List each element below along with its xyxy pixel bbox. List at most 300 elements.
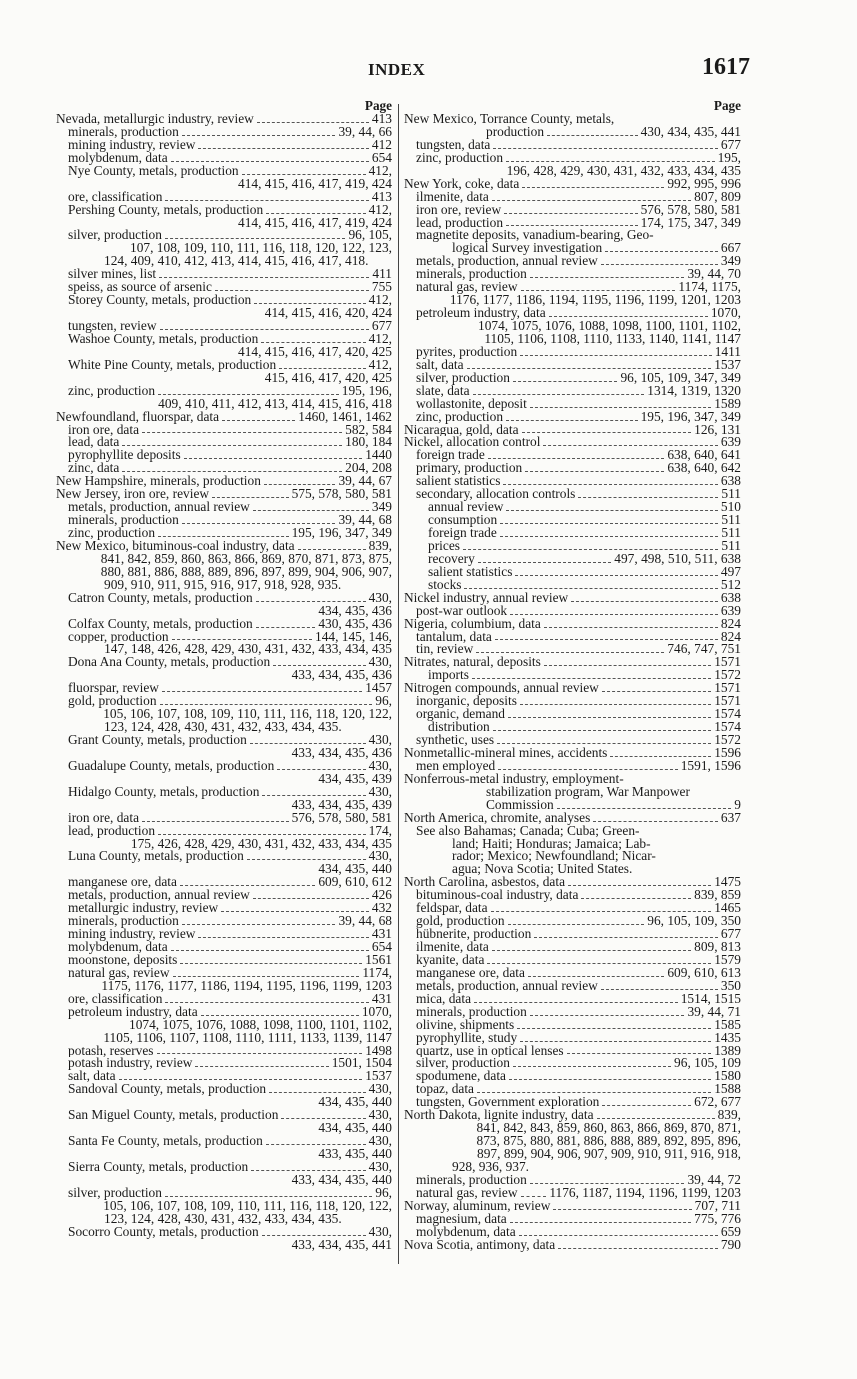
- index-entry: [56, 760, 392, 773]
- page-references: 1596: [714, 746, 741, 760]
- index-entry-text-line: [56, 721, 392, 734]
- entry-text: ore, classification: [68, 190, 163, 204]
- page-references: 1174, 1175,: [678, 281, 741, 295]
- page-references: 1074, 1075, 1076, 1088, 1098, 1100, 1101, 1102,: [478, 320, 741, 333]
- index-entry: [404, 876, 741, 889]
- dot-leader: [547, 126, 638, 136]
- index-entry: [56, 1161, 392, 1174]
- index-entry: [404, 695, 741, 708]
- index-entry: [404, 398, 741, 411]
- index-entry: [56, 993, 392, 1006]
- dot-leader: [568, 876, 711, 886]
- page-references: 349: [720, 255, 741, 269]
- dot-leader: [201, 1006, 359, 1016]
- entry-text: prices: [428, 539, 460, 553]
- page-references: 639: [720, 604, 741, 618]
- index-entry: [404, 372, 741, 385]
- index-entry-text-line: [404, 1161, 741, 1174]
- dot-leader: [597, 1109, 715, 1119]
- entry-text: North Dakota, lignite industry, data: [404, 1109, 594, 1123]
- entry-text: recovery: [428, 552, 475, 566]
- dot-leader: [520, 695, 711, 705]
- page-references: 1574: [714, 721, 741, 734]
- index-entry: [56, 734, 392, 747]
- page-references: 1460, 1461, 1462: [298, 410, 392, 424]
- index-entry: [404, 139, 741, 152]
- dot-leader: [506, 501, 717, 511]
- dot-leader: [530, 398, 711, 408]
- entry-text: salt, data: [68, 1070, 116, 1084]
- index-entry: [404, 1109, 741, 1122]
- page-references: 677: [371, 320, 392, 333]
- page-column-label: Page: [364, 98, 392, 113]
- dot-leader: [215, 281, 369, 291]
- dot-leader: [519, 1226, 718, 1236]
- dot-leader: [158, 527, 289, 537]
- entry-text: consumption: [428, 514, 498, 527]
- entry-text: gold, production: [416, 915, 505, 929]
- entry-text: land; Haiti; Honduras; Jamaica; Lab-: [452, 837, 651, 851]
- page-references: 144, 145, 146,: [315, 630, 392, 644]
- page-references: 1389: [714, 1044, 741, 1058]
- index-entry: [56, 1187, 392, 1200]
- page-references: 1589: [714, 397, 741, 411]
- index-entry: [404, 902, 741, 915]
- index-entry-text-line: [404, 786, 741, 799]
- page-references: 1174,: [362, 966, 392, 980]
- index-entry-text-line: [56, 255, 392, 268]
- entry-text: New Jersey, iron ore, review: [56, 488, 210, 502]
- index-entry: [404, 514, 741, 527]
- dot-leader: [251, 1161, 365, 1171]
- index-entry: [56, 941, 392, 954]
- index-entry: [56, 268, 392, 281]
- index-entry: [404, 255, 741, 268]
- dot-leader: [509, 1070, 711, 1080]
- index-entry: [404, 682, 741, 695]
- page-reference-continuation: [56, 1096, 392, 1109]
- index-entry-list: [404, 113, 741, 1252]
- index-entry: [56, 1226, 392, 1239]
- dot-leader: [222, 411, 295, 421]
- dot-leader: [544, 618, 718, 628]
- index-entry: [56, 436, 392, 449]
- page-reference-continuation: [404, 1135, 741, 1148]
- index-entry: [56, 229, 392, 242]
- index-entry: [404, 346, 741, 359]
- dot-leader: [478, 553, 611, 563]
- dot-leader: [261, 333, 365, 343]
- page-references: 39, 44, 72: [687, 1173, 741, 1187]
- dot-leader: [472, 669, 711, 679]
- page-references: 96, 105, 109, 347, 349: [620, 371, 741, 385]
- entry-text: iron ore, data: [68, 811, 140, 825]
- dot-leader: [492, 941, 691, 951]
- page-reference-continuation: [56, 605, 392, 618]
- dot-leader: [506, 217, 638, 227]
- entry-text: 124, 409, 410, 412, 413, 414, 415, 416, 417, 418.: [104, 255, 369, 269]
- page-references: 409, 410, 411, 412, 413, 414, 415, 416, 418: [158, 397, 392, 411]
- page-references: 1176, 1187, 1194, 1196, 1199, 1203: [549, 1186, 741, 1200]
- page-reference-continuation: [56, 643, 392, 656]
- entry-text: foreign trade: [416, 449, 485, 463]
- index-entry: [404, 656, 741, 669]
- page-references: 582, 584: [345, 423, 392, 437]
- index-entry: [56, 462, 392, 475]
- page-references: 638: [720, 591, 741, 605]
- entry-text: synthetic, uses: [416, 734, 495, 747]
- dot-leader: [182, 514, 336, 524]
- page-references: 413: [371, 190, 392, 204]
- page-references: 432: [371, 902, 392, 916]
- dot-leader: [581, 889, 691, 899]
- page-references: 511: [721, 514, 741, 527]
- dot-leader: [495, 631, 718, 641]
- dot-leader: [159, 268, 369, 278]
- index-entry: [56, 695, 392, 708]
- dot-leader: [578, 488, 718, 498]
- page-reference-continuation: [56, 566, 392, 579]
- page-references: 349: [371, 501, 392, 515]
- index-entry: [56, 320, 392, 333]
- dot-leader: [474, 993, 678, 1003]
- page-references: 659: [720, 1225, 741, 1239]
- entry-text: wollastonite, deposit: [416, 397, 527, 411]
- page-references: 1591, 1596: [680, 759, 741, 773]
- page-references: 39, 44, 71: [687, 1005, 741, 1019]
- page-references: 824: [720, 617, 741, 631]
- page-references: 497: [720, 565, 741, 579]
- index-entry: [56, 113, 392, 126]
- dot-leader: [488, 449, 665, 459]
- entry-text: 928, 936, 937.: [452, 1160, 529, 1174]
- index-entry: [404, 941, 741, 954]
- entry-text: Nitrates, natural, deposits: [404, 656, 541, 670]
- dot-leader: [160, 695, 373, 705]
- entry-text: New Mexico, bituminous-coal industry, data: [56, 539, 295, 553]
- entry-text: tungsten, review: [68, 320, 157, 333]
- entry-text: Nonferrous-metal industry, employment-: [404, 772, 624, 786]
- page-references: 1580: [714, 1070, 741, 1084]
- entry-text: Newfoundland, fluorspar, data: [56, 410, 220, 424]
- page-references: 880, 881, 886, 888, 889, 896, 897, 899, 904, 906, 907,: [100, 565, 392, 579]
- page-references: 411: [372, 268, 392, 282]
- entry-text: natural gas, review: [68, 966, 170, 980]
- entry-text: metals, production, annual review: [68, 501, 250, 515]
- dot-leader: [476, 643, 664, 653]
- column-divider: [398, 104, 399, 1264]
- page-reference-continuation: [56, 1239, 392, 1252]
- page-reference-continuation: [56, 1200, 392, 1213]
- index-entry: [404, 618, 741, 631]
- page-references: 1074, 1075, 1076, 1088, 1098, 1100, 1101, 1102,: [129, 1018, 392, 1032]
- entry-text: Sierra County, metals, production: [68, 1160, 249, 1174]
- index-entry: [404, 1070, 741, 1083]
- entry-text: organic, demand: [416, 708, 505, 722]
- page-references: 434, 435, 440: [318, 863, 392, 877]
- index-entry: [56, 385, 392, 398]
- page-references: 96, 105,: [348, 229, 392, 243]
- page-reference-continuation: [56, 838, 392, 851]
- page-references: 434, 435, 440: [318, 1122, 392, 1136]
- page-references: 39, 44, 66: [338, 125, 392, 139]
- page-references: 839, 859: [694, 889, 741, 903]
- dot-leader: [262, 1226, 366, 1236]
- dot-leader: [269, 1083, 365, 1093]
- dot-leader: [247, 850, 366, 860]
- page-references: 174, 175, 347, 349: [640, 216, 741, 230]
- entry-text: silver mines, list: [68, 268, 157, 282]
- dot-leader: [221, 902, 369, 912]
- index-entry: [404, 307, 741, 320]
- index-entry: [404, 592, 741, 605]
- dot-leader: [601, 980, 718, 990]
- page-references: 414, 415, 416, 420, 424: [264, 307, 392, 320]
- dot-leader: [266, 1135, 366, 1145]
- page-references: 96,: [375, 1186, 392, 1200]
- page-references: 1501, 1504: [331, 1057, 392, 1071]
- page-references: 195, 196,: [341, 384, 392, 398]
- entry-text: moonstone, deposits: [68, 953, 178, 967]
- page-references: 431: [371, 928, 392, 941]
- entry-text: ilmenite, data: [416, 190, 489, 204]
- index-entry: [404, 1174, 741, 1187]
- dot-leader: [530, 1006, 685, 1016]
- page-references: 415, 416, 417, 420, 425: [264, 371, 392, 385]
- entry-text: silver, production: [68, 1186, 162, 1200]
- entry-text: topaz, data: [416, 1083, 474, 1097]
- dot-leader: [602, 1096, 691, 1106]
- dot-leader: [184, 449, 363, 459]
- page-references: 433, 435, 440: [318, 1148, 392, 1161]
- page-references: 1475: [714, 876, 741, 890]
- entry-text: salt, data: [416, 358, 464, 372]
- page-reference-continuation: [404, 1148, 741, 1161]
- page-references: 1537: [365, 1070, 392, 1084]
- index-entry: [404, 708, 741, 721]
- dot-leader: [610, 747, 711, 757]
- index-entry: [56, 954, 392, 967]
- index-entry: [404, 281, 741, 294]
- index-entry-text-line: [404, 113, 741, 126]
- index-entry: [404, 1045, 741, 1058]
- entry-text: Nitrogen compounds, annual review: [404, 682, 599, 696]
- index-entry: [56, 281, 392, 294]
- entry-text: mining industry, review: [68, 138, 196, 152]
- entry-text: tungsten, Government exploration: [416, 1096, 600, 1110]
- page-references: 174,: [368, 824, 392, 838]
- dot-leader: [281, 1109, 365, 1119]
- page-references: 430,: [368, 656, 392, 670]
- page-references: 434, 435, 436: [318, 604, 392, 618]
- dot-leader: [119, 1070, 363, 1080]
- page-references: 746, 747, 751: [667, 643, 741, 657]
- index-entry: [404, 915, 741, 928]
- entry-text: metals, production, annual review: [416, 255, 598, 269]
- index-entry: [56, 191, 392, 204]
- entry-text: metals, production, annual review: [68, 889, 250, 903]
- dot-leader: [506, 411, 638, 421]
- entry-text: production: [486, 125, 545, 139]
- entry-text: New York, coke, data: [404, 177, 520, 191]
- index-entry: [56, 424, 392, 437]
- dot-leader: [601, 255, 718, 265]
- index-entry: [56, 501, 392, 514]
- entry-text: Nonmetallic-mineral mines, accidents: [404, 746, 608, 760]
- page-references: 1585: [714, 1018, 741, 1032]
- entry-text: pyrophyllite deposits: [68, 449, 181, 463]
- index-entry: [404, 734, 741, 747]
- dot-leader: [122, 462, 342, 472]
- dot-leader: [492, 191, 691, 201]
- dot-leader: [602, 682, 711, 692]
- index-entry: [404, 760, 741, 773]
- dot-leader: [266, 204, 365, 214]
- entry-text: imports: [428, 669, 469, 683]
- page-references: 654: [371, 151, 392, 165]
- page-references: 841, 842, 843, 859, 860, 863, 866, 869, 870, 871,: [476, 1122, 741, 1136]
- dot-leader: [160, 320, 369, 330]
- entry-text: olivine, shipments: [416, 1018, 515, 1032]
- page-references: 575, 578, 580, 581: [291, 488, 392, 502]
- page-references: 1574: [714, 708, 741, 722]
- entry-text: manganese ore, data: [416, 966, 525, 980]
- dot-leader: [256, 592, 366, 602]
- dot-leader: [463, 540, 718, 550]
- page-references: 39, 44, 68: [338, 514, 392, 527]
- index-entry: [56, 527, 392, 540]
- dot-leader: [157, 1045, 363, 1055]
- entry-text: potash, reserves: [68, 1044, 154, 1058]
- dot-leader: [277, 760, 365, 770]
- page-references: 39, 44, 68: [338, 915, 392, 929]
- dot-leader: [253, 889, 369, 899]
- page-references: 180, 184: [345, 436, 392, 450]
- index-entry: [56, 152, 392, 165]
- dot-leader: [522, 424, 692, 434]
- page-references: 755: [371, 281, 392, 295]
- index-entry-text-line: [404, 825, 741, 838]
- page-references: 1314, 1319, 1320: [647, 384, 741, 398]
- page-references: 667: [720, 242, 741, 256]
- page-references: 824: [720, 630, 741, 644]
- page-references: 639: [720, 436, 741, 450]
- entry-text: Nickel, allocation control: [404, 436, 541, 450]
- entry-text: 909, 910, 911, 915, 916, 917, 918, 928, 935.: [104, 578, 342, 592]
- dot-leader: [254, 294, 365, 304]
- page-references: 96,: [375, 695, 392, 709]
- entry-text: natural gas, review: [416, 281, 518, 295]
- entry-text: Nigeria, columbium, data: [404, 617, 541, 631]
- index-entry: [56, 812, 392, 825]
- entry-text: magnetite deposits, vanadium-bearing, Geo-: [416, 229, 654, 243]
- page-references: 430,: [368, 591, 392, 605]
- dot-leader: [165, 191, 368, 201]
- page-references: 196, 428, 429, 430, 431, 432, 433, 434, 435: [506, 164, 741, 178]
- page-references: 1411: [714, 345, 741, 359]
- entry-text: Catron County, metals, production: [68, 591, 253, 605]
- entry-text: petroleum industry, data: [68, 1005, 198, 1019]
- page-references: 1579: [714, 953, 741, 967]
- index-entry-text-line: [404, 850, 741, 863]
- index-entry: [56, 1070, 392, 1083]
- index-entry: [56, 902, 392, 915]
- entry-text: zinc, data: [68, 462, 120, 476]
- entry-text: 123, 124, 428, 430, 431, 432, 433, 434, 435.: [104, 721, 342, 734]
- entry-text: agua; Nova Scotia; United States.: [452, 863, 633, 877]
- page-references: 1498: [365, 1044, 392, 1058]
- dot-leader: [530, 1174, 685, 1184]
- entry-text: 123, 124, 428, 430, 431, 432, 433, 434, 435.: [104, 1212, 342, 1226]
- index-entry: [404, 928, 741, 941]
- page-references: 677: [720, 928, 741, 941]
- entry-text: minerals, production: [416, 1005, 527, 1019]
- page-references: 430,: [368, 850, 392, 864]
- index-entry: [56, 915, 392, 928]
- dot-leader: [497, 734, 711, 744]
- page-references: 1465: [714, 902, 741, 916]
- index-entry: [56, 204, 392, 217]
- index-entry: [404, 566, 741, 579]
- dot-leader: [500, 514, 718, 524]
- page-references: 677: [720, 138, 741, 152]
- page-reference-continuation: [56, 1019, 392, 1032]
- index-entry: [56, 889, 392, 902]
- index-entry: [56, 1045, 392, 1058]
- page-references: 175, 426, 428, 429, 430, 431, 432, 433, 434, 435: [130, 837, 392, 851]
- entry-text: silver, production: [416, 1057, 510, 1071]
- index-entry-list: [56, 113, 392, 1252]
- page-references: 1070,: [361, 1005, 392, 1019]
- index-entry: [404, 268, 741, 281]
- entry-text: zinc, production: [416, 151, 504, 165]
- index-entry: [56, 126, 392, 139]
- page-references: 431: [371, 992, 392, 1006]
- page-references: 672, 677: [694, 1096, 741, 1110]
- index-entry-text-line: [404, 773, 741, 786]
- dot-leader: [158, 385, 339, 395]
- page-references: 412,: [368, 332, 392, 346]
- page-reference-continuation: [404, 1122, 741, 1135]
- entry-text: spodumene, data: [416, 1070, 506, 1084]
- page-references: 430,: [368, 785, 392, 799]
- entry-text: gold, production: [68, 695, 157, 709]
- page-reference-continuation: [56, 1122, 392, 1135]
- index-entry: [404, 359, 741, 372]
- page-references: 1435: [714, 1031, 741, 1045]
- page-reference-continuation: [56, 372, 392, 385]
- index-entry: [404, 631, 741, 644]
- entry-text: rador; Mexico; Newfoundland; Nicar-: [452, 850, 656, 864]
- page-references: 576, 578, 580, 581: [291, 811, 392, 825]
- entry-text: lead, production: [416, 216, 504, 230]
- dot-leader: [142, 812, 289, 822]
- index-entry: [404, 436, 741, 449]
- page-references: 107, 108, 109, 110, 111, 116, 118, 120, 122, 123,: [130, 242, 392, 256]
- index-column-left: [56, 100, 392, 1252]
- page-references: 1561: [365, 953, 392, 967]
- index-entry-text-line: [56, 579, 392, 592]
- dot-leader: [171, 941, 369, 951]
- page-references: 992, 995, 996: [667, 177, 741, 191]
- dot-leader: [473, 385, 645, 395]
- page-references: 39, 44, 70: [687, 268, 741, 282]
- dot-leader: [508, 915, 645, 925]
- page-reference-continuation: [56, 217, 392, 230]
- dot-leader: [504, 204, 637, 214]
- entry-text: copper, production: [68, 630, 169, 644]
- index-entry: [404, 475, 741, 488]
